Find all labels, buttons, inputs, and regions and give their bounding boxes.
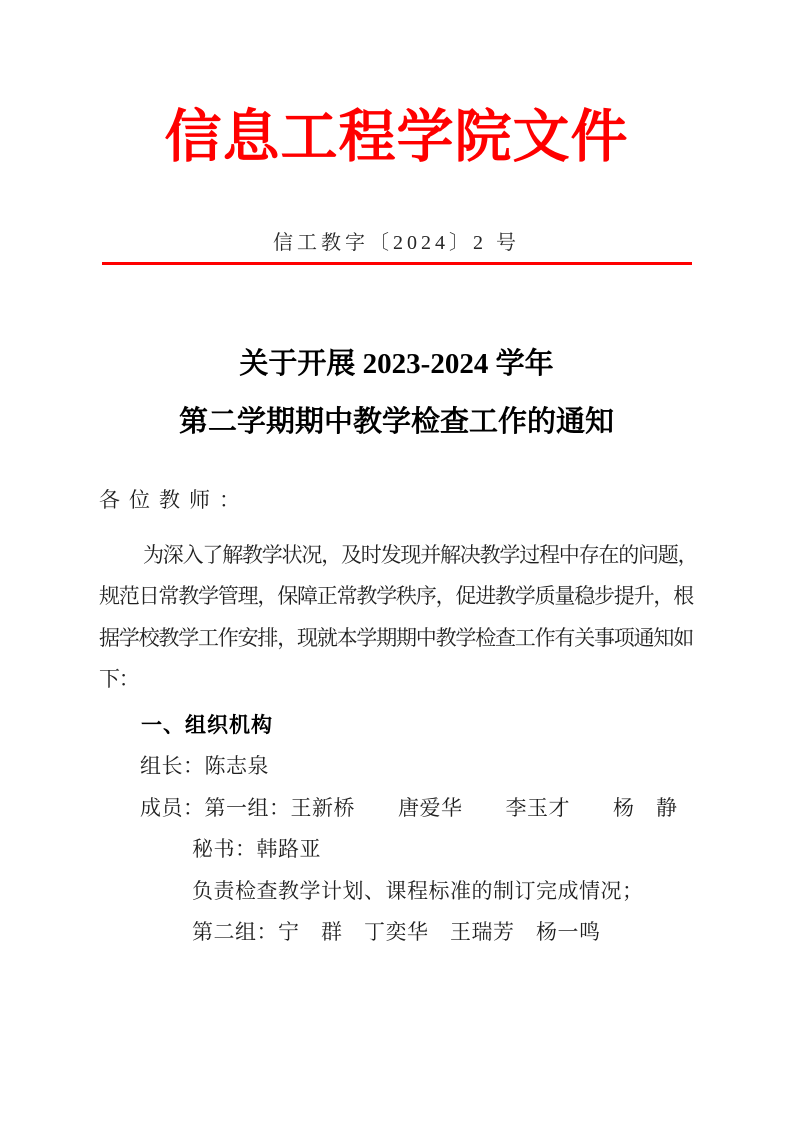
doc-number: 信工教字〔2024〕2 号	[273, 232, 520, 254]
red-header-title: 信息工程学院文件	[164, 106, 629, 169]
intro-paragraph-line: 规范日常教学管理，保障正常教学秩序，促进教学质量稳步提升，根	[99, 584, 693, 608]
organization-list	[99, 746, 703, 954]
org-item: 第二组：宁 群 丁奕华 王瑞芳 杨一鸣	[192, 920, 601, 944]
notice-title	[0, 335, 793, 451]
section-heading: 一、组织机构	[141, 713, 273, 737]
notice-title-line2: 第二学期期中教学检查工作的通知	[178, 406, 614, 438]
org-item: 负责检查教学计划、课程标准的制订完成情况；	[192, 878, 644, 903]
intro-paragraph-line: 下：	[99, 667, 139, 691]
org-item: 秘书：韩路亚	[192, 837, 321, 861]
notice-title-line1: 关于开展 2023-2024 学年	[239, 348, 554, 380]
intro-paragraph-line: 为深入了解教学状况，及时发现并解决教学过程中存在的问题，	[143, 542, 698, 567]
red-divider-line	[102, 262, 692, 265]
intro-paragraph-line: 据学校教学工作安排，现就本学期期中教学检查工作有关事项通知如	[99, 625, 693, 650]
salutation: 各位教师：	[99, 488, 249, 512]
intro-paragraph	[99, 535, 703, 701]
org-item: 成员：第一组：王新桥 唐爱华 李玉才 杨 静	[140, 795, 678, 820]
org-item: 组长：陈志泉	[140, 754, 269, 778]
document-body	[99, 480, 703, 954]
